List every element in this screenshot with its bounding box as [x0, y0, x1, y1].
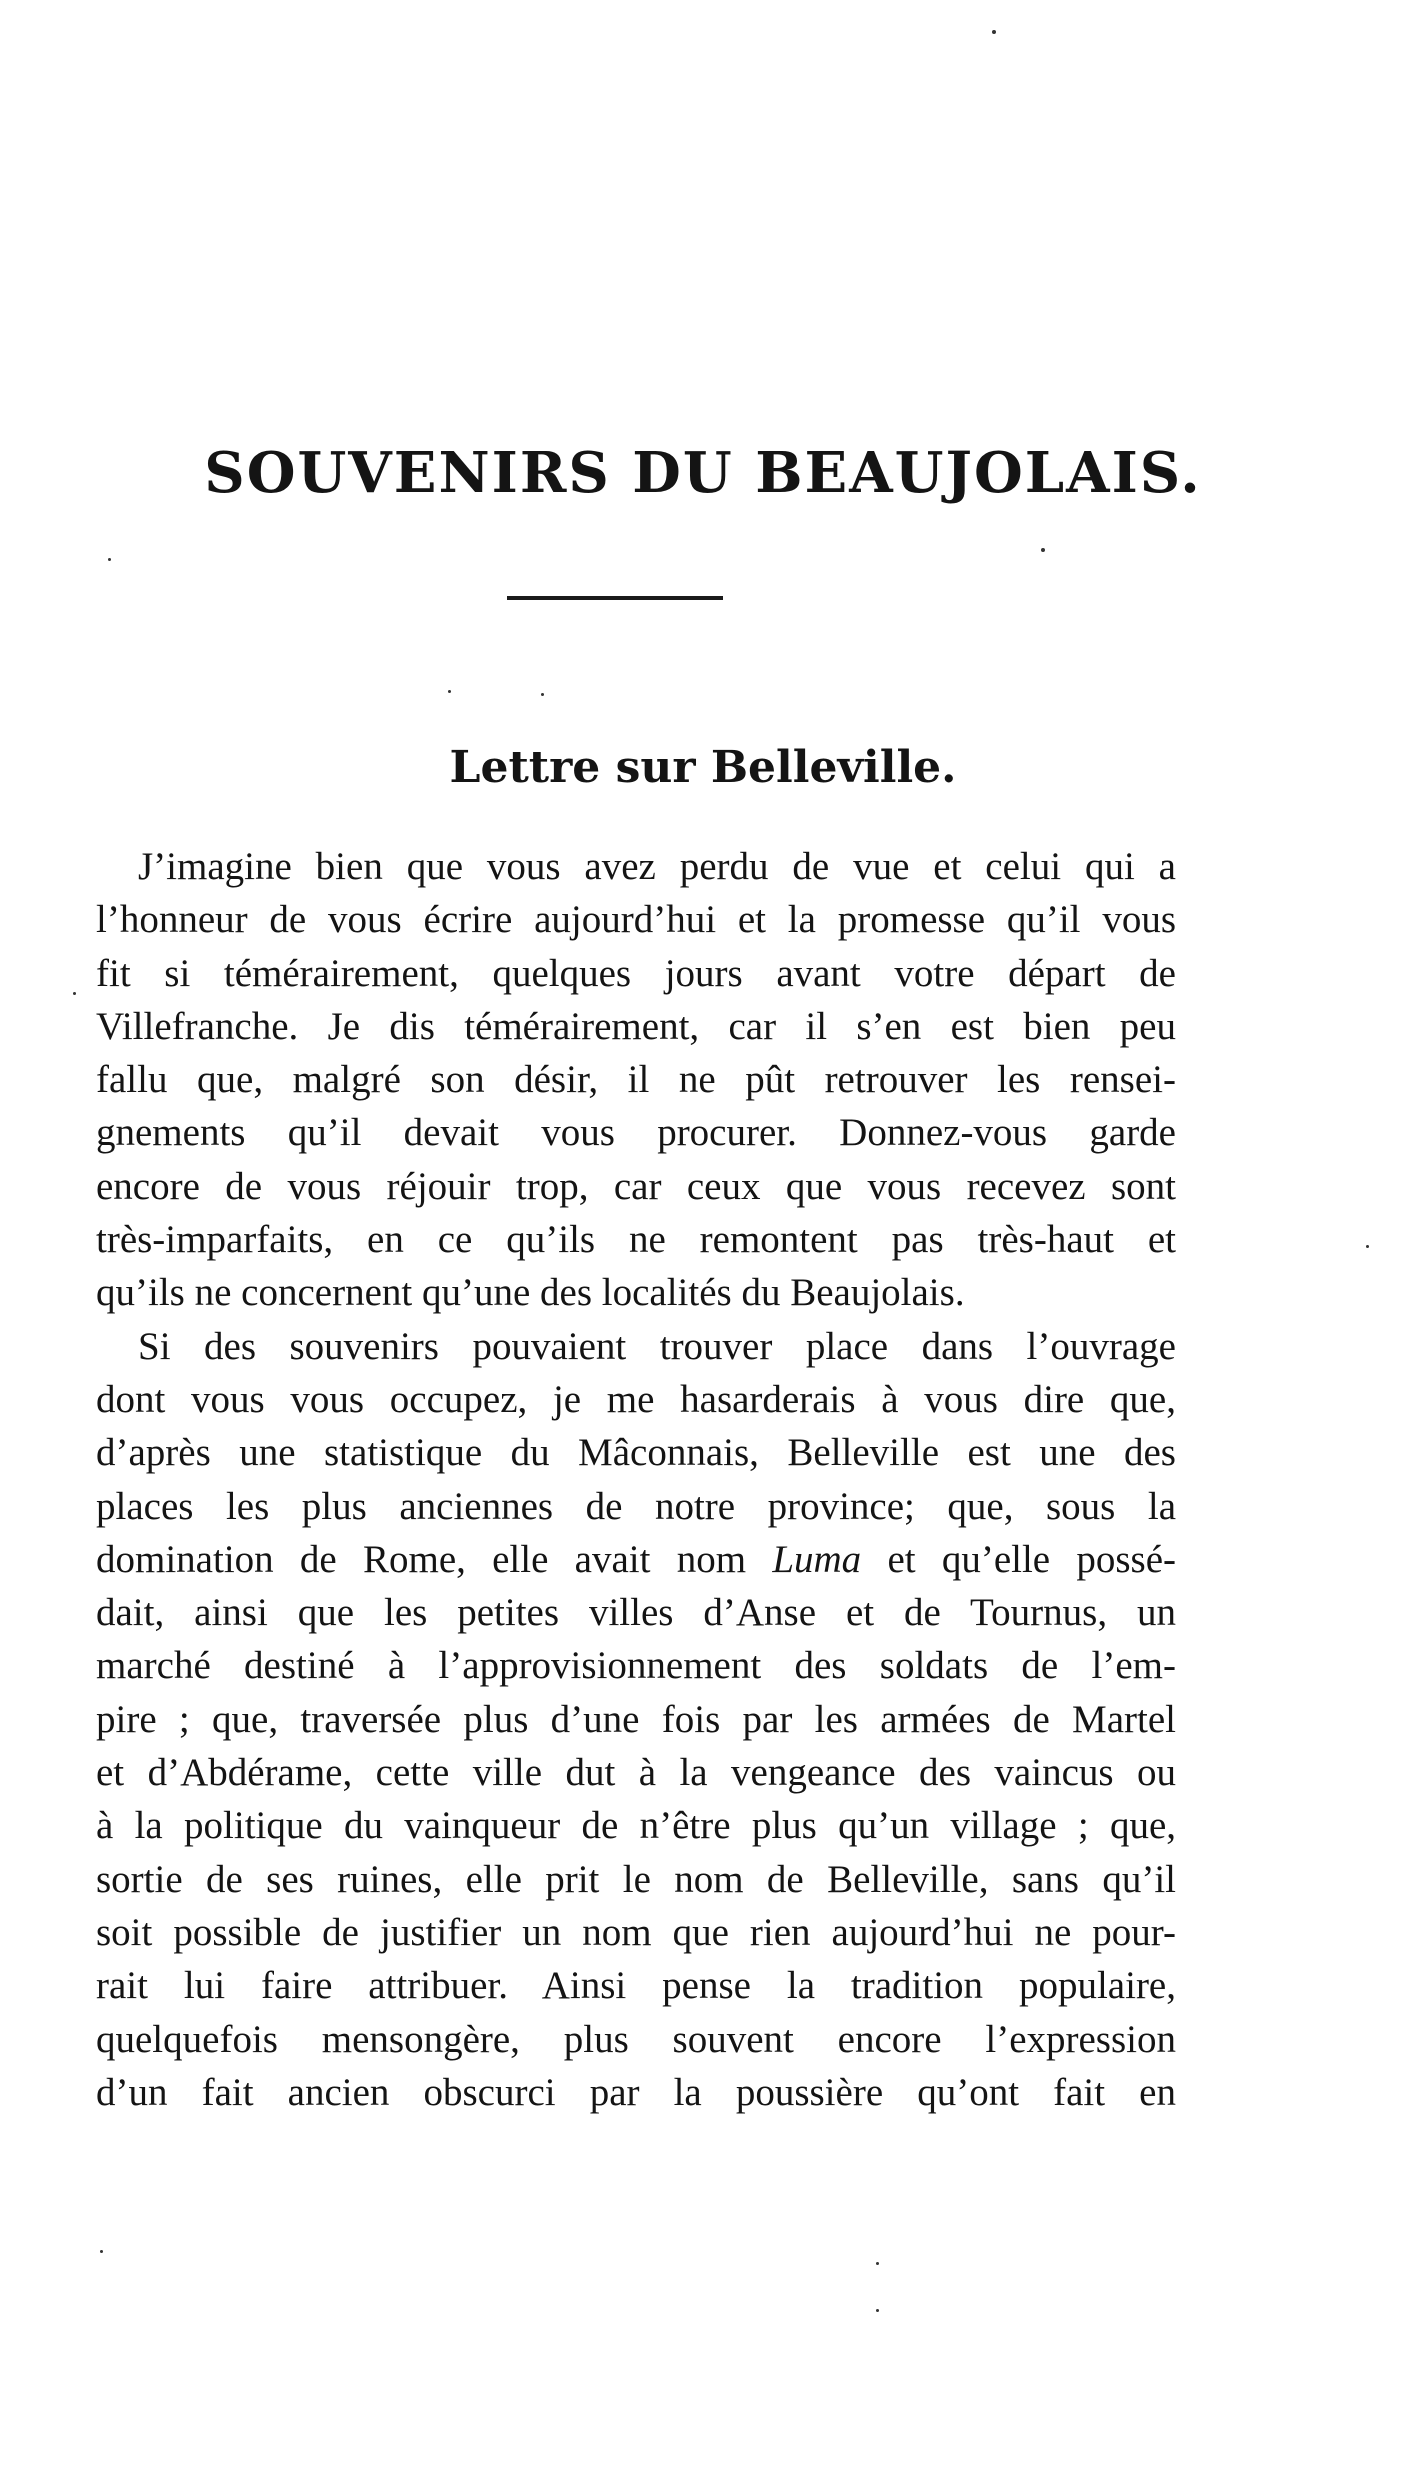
- text-line: J’imagine bien que vous avez perdu de vue et celui qui a: [138, 845, 1176, 888]
- scan-speck: [108, 558, 111, 561]
- scan-speck: [876, 2309, 879, 2312]
- letter-heading: Lettre sur Belleville.: [449, 742, 957, 793]
- scan-speck: [541, 693, 544, 696]
- title-divider: [507, 596, 723, 600]
- text-line: Villefranche. Je dis témérairement, car il s’en est bien peu: [96, 1004, 1176, 1048]
- text-line: qu’ils ne concernent qu’une des localités du Beaujolais.: [96, 1271, 965, 1315]
- text-line: fallu que, malgré son désir, il ne pût retrouver les rensei-: [96, 1058, 1176, 1102]
- text-line: l’honneur de vous écrire aujourd’hui et la promesse qu’il vous: [96, 898, 1176, 942]
- scan-speck: [1041, 548, 1045, 552]
- scan-speck: [448, 690, 451, 693]
- text-line: marché destiné à l’approvisionnement des soldats de l’em-: [96, 1644, 1176, 1688]
- page-title: SOUVENIRS DU BEAUJOLAIS.: [204, 440, 1202, 506]
- text-line: pire ; que, traversée plus d’une fois par les armées de Martel: [96, 1697, 1176, 1741]
- text-line: Si des souvenirs pouvaient trouver place dans l’ouvrage: [138, 1324, 1176, 1368]
- text-line: places les plus anciennes de notre province; que, sous la: [96, 1484, 1176, 1528]
- text-line: d’après une statistique du Mâconnais, Belleville est une des: [96, 1431, 1176, 1475]
- text-line: encore de vous réjouir trop, car ceux que vous recevez sont: [96, 1164, 1176, 1208]
- text-line: d’un fait ancien obscurci par la poussière qu’ont fait en: [96, 2070, 1176, 2114]
- text-line: sortie de ses ruines, elle prit le nom de Belleville, sans qu’il: [96, 1857, 1176, 1901]
- text-segment: domination de Rome, elle avait nom: [96, 1537, 747, 1581]
- text-line: à la politique du vainqueur de n’être plus qu’un village ; que,: [96, 1804, 1176, 1848]
- text-line-with-italic: [96, 1533, 1176, 1586]
- letter-body: [96, 840, 1176, 2119]
- text-line: dont vous vous occupez, je me hasarderais à vous dire que,: [96, 1377, 1176, 1421]
- scan-speck: [992, 30, 996, 34]
- text-line: très-imparfaits, en ce qu’ils ne remontent pas très-haut et: [96, 1218, 1176, 1262]
- text-line: soit possible de justifier un nom que rien aujourd’hui ne pour-: [96, 1910, 1176, 1954]
- text-segment: et qu’elle possé-: [887, 1537, 1176, 1581]
- italic-place-name: Luma: [772, 1537, 862, 1581]
- text-line: quelquefois mensongère, plus souvent encore l’expression: [96, 2017, 1176, 2061]
- scan-speck: [1366, 1245, 1369, 1248]
- text-line: gnements qu’il devait vous procurer. Donnez-vous garde: [96, 1111, 1176, 1155]
- text-line: dait, ainsi que les petites villes d’Anse et de Tournus, un: [96, 1591, 1176, 1635]
- scan-speck: [100, 2250, 103, 2253]
- text-line: et d’Abdérame, cette ville dut à la vengeance des vaincus ou: [96, 1751, 1176, 1795]
- text-line: rait lui faire attribuer. Ainsi pense la tradition populaire,: [96, 1964, 1176, 2008]
- scan-speck: [73, 992, 76, 995]
- text-line: fit si témérairement, quelques jours avant votre départ de: [96, 951, 1176, 995]
- scan-speck: [876, 2262, 879, 2265]
